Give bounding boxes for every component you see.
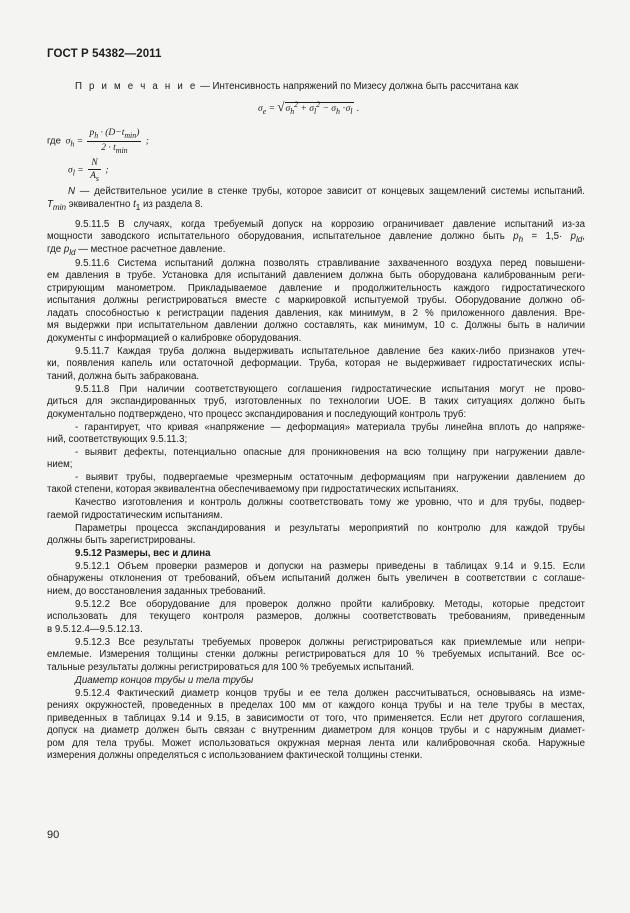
para-9-5-11-5-line: мощности заводского испытательного оборудования, испытательное давление должно быть $p_h = 1,5\cdot p_{ld}$,: [47, 231, 585, 244]
note-line: [75, 81, 585, 92]
para-9-5-11-8-line: 9.5.11.8 При наличии соответствующего соглашения гидростатические испытания могут не прово-: [75, 384, 585, 395]
para-9-5-11-8-line: диться для экспандированных труб, изготовленных по технологии UOE. В таких ситуациях должно быть: [47, 396, 585, 407]
para-9-5-12-1-line: нием, до восстановления заданных требований.: [47, 586, 266, 597]
formula-sigma-h: где $\sigma_h$ = $\frac{p_h \cdot (D-t_{min})}{2 \cdot t_{min}}$ ;: [47, 128, 149, 155]
para-9-5-12-4-line: рениях окружностей, проведенных в пределах 100 мм от каждого конца трубы и на теле трубы в местах,: [47, 700, 585, 711]
formula-von-mises: $\sigma_e = √\sigma_h^2 + \sigma_l^2 - \sigma_h \cdot\sigma_l$ .: [258, 99, 360, 116]
para-params-line: должны быть зарегистрированы.: [47, 535, 196, 546]
para-9-5-12-3-line: 9.5.12.3 Все результаты требуемых проверок должны регистрироваться как приемлемые или непри-: [75, 637, 585, 648]
para-quality-line: гаемой гидростатическим испытаниям.: [47, 510, 223, 521]
para-9-5-12-2-line: в 9.5.12.4—9.5.12.13.: [47, 624, 143, 635]
bullet-line: - выявит дефекты, потенциально опасные для проникновения на всю толщину при нагружении давле-: [75, 447, 585, 458]
formula-sigma-l: $\sigma_l$ = $\frac{N}{A_s}$ ;: [68, 158, 109, 183]
bullet-line: - выявит трубы, подвергаемые чрезмерным остаточным деформациям при нагружении давлением до: [75, 472, 585, 483]
para-9-5-12-1-line: 9.5.12.1 Объем проверки размеров и допуски на размеры приведены в таблицах 9.14 и 9.15. Если: [75, 561, 585, 572]
para-9-5-11-5-line: 9.5.11.5 В случаях, когда требуемый допуск на коррозию ограничивает давление испытаний из-за: [75, 219, 585, 230]
para-9-5-11-6-line: ем давления в трубе. Установка для испытаний давлением должна быть оборудована калиброванным реги-: [47, 270, 585, 281]
para-9-5-11-8-line: документально подтверждено, что процесс экспандирования и последующий контроль труб:: [47, 409, 467, 420]
para-9-5-12-4-line: допуск на диаметр должен быть связан с внутренним диаметром для концов трубы и с наружным диамет-: [47, 725, 585, 736]
para-9-5-11-6-line: стрирующим манометром. Прикладываемое давление и продолжительность каждого гидростатического: [47, 283, 585, 294]
para-9-5-12-1-line: обнаружены отклонения от требований, объем испытаний должен быть увеличен в соответствии с соглаше-: [47, 573, 585, 584]
para-9-5-11-6-line: документы с информацией о калибровке оборудования.: [47, 333, 302, 344]
para-9-5-11-7-line: таний, должна быть забракована.: [47, 371, 200, 382]
para-9-5-11-7-line: ки, появления капель или остаточной деформации. Труба, которая не выдерживает гидростатических испы-: [47, 358, 585, 369]
para-9-5-12-4-line: 9.5.12.4 Фактический диаметр концов трубы и ее тела должен рассчитываться, основываясь на изме-: [75, 688, 585, 699]
note-label: П р и м е ч а н и е: [75, 81, 198, 92]
para-quality-line: Качество изготовления и контроль должны соответствовать тому же уровню, что и для трубы, подвер-: [75, 497, 585, 508]
para-9-5-11-6-line: 9.5.11.6 Система испытаний должна позволять стравливание захваченного воздуха перед повышени-: [75, 258, 585, 269]
para-params-line: Параметры процесса экспандирования и результаты мероприятий по контролю для каждой трубы: [75, 523, 585, 534]
section-heading-9-5-12: 9.5.12 Размеры, вес и длина: [75, 548, 211, 559]
definition-N: N — действительное усилие в стенке трубы, которое зависит от концевых защемлений системы испытаний.: [68, 186, 585, 197]
bullet-line: - гарантирует, что кривая «напряжение — деформация» материала трубы линейна вплоть до напряже-: [75, 422, 585, 433]
page-number: 90: [47, 829, 60, 841]
para-9-5-12-2-line: 9.5.12.2 Все оборудование для проверок должно пройти калибровку. Методы, которые предстоит: [75, 599, 585, 610]
para-9-5-12-3-line: емлемые. Измерения толщины стенки должны регистрироваться для 10 % требуемых испытаний. Все ос-: [47, 649, 585, 660]
document-header: ГОСТ Р 54382—2011: [47, 48, 162, 60]
definition-tmin: $T_{min}$ эквивалентно $t_1$ из раздела 8.: [47, 199, 203, 212]
bullet-line: ний, соответствующих 9.5.11.3;: [47, 434, 188, 445]
para-9-5-11-6-line: мя выдержки при испытательном давлении должно составлять, как минимум, 10 с. Должны быть в наличии: [47, 320, 585, 331]
bullet-line: нием;: [47, 459, 73, 470]
subheading-diameter: Диаметр концов трубы и тела трубы: [75, 675, 254, 686]
para-9-5-12-2-line: использовать для текущего контроля размеров, должны соответствовать требованиям, приведенным: [47, 611, 585, 622]
para-9-5-12-4-line: ром для тела трубы. Может использоваться окружная мерная лента или калибровочная скоба. Наружные: [47, 738, 585, 749]
para-9-5-11-5-line: где $p_{ld}$ — местное расчетное давление.: [47, 244, 226, 257]
para-9-5-12-3-line: тальные результаты должны регистрироваться для 100 % требуемых испытаний.: [47, 662, 415, 673]
para-9-5-12-4-line: приведенных в таблицах 9.14 и 9.15, в зависимости от того, что применяется. Если нет другого соглашения,: [47, 713, 585, 724]
where-label: где: [47, 135, 61, 147]
para-9-5-12-4-line: измерения должны определяться с использованием фактической толщины стенки.: [47, 750, 423, 761]
bullet-line: такой степени, которая эквивалентна обеспечиваемому при гидростатических испытаниях.: [47, 484, 459, 495]
note-text: — Интенсивность напряжений по Мизесу должна быть рассчитана как: [197, 81, 519, 92]
para-9-5-11-6-line: испытания должны регистрироваться вместе с маркировкой испытуемой трубы. Оборудование должно об-: [47, 295, 585, 306]
para-9-5-11-6-line: ладать способностью к регистрации падения давления, как минимум, в 2 % приложенного давления. Вре-: [47, 308, 585, 319]
para-9-5-11-7-line: 9.5.11.7 Каждая труба должна выдерживать испытательное давление без каких-либо признаков утеч-: [75, 346, 585, 357]
